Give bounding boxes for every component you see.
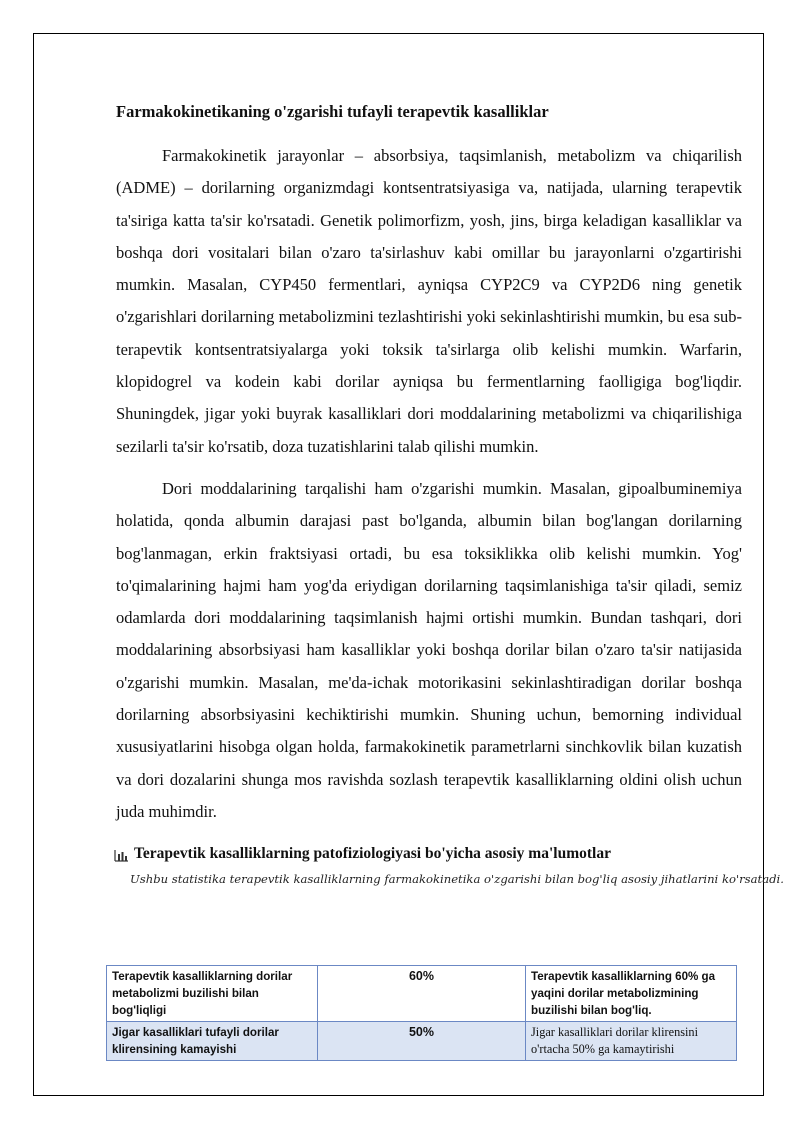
row-value: 50%: [318, 1022, 526, 1061]
row-description: Terapevtik kasalliklarning 60% ga yaqini dorilar metabolizmining buzilishi bilan bog'liq.: [526, 966, 737, 1022]
stats-table: [106, 965, 737, 1061]
stats-title: Terapevtik kasalliklarning patofiziologiyasi bo'yicha asosiy ma'lumotlar: [134, 845, 611, 863]
paragraph-1: Farmakokinetik jarayonlar – absorbsiya, taqsimlanish, metabolizm va chiqarilish (ADME) – dorilarning organizmdagi kontsentratsiyasiga va, natijada, ularning terapevtik ta'siriga katta ta'sir ko'rsatadi. Genetik polimorfizm, yosh, jins, birga keladigan kasalliklar va boshqa dori vositalari bilan o'zaro ta'sirlashuv kabi omillar bu jarayonlarni o'zgartirishi mumkin. Masalan, CYP450 fermentlari, ayniqsa CYP2C9 va CYP2D6 ning genetik o'zgarishlari dorilarning metabolizmini tezlashtirishi yoki sekinlashtirishi mumkin, bu esa sub-terapevtik kontsentratsiyalarga yoki toksik ta'sirlarga olib kelishi mumkin. Warfarin, klopidogrel va kodein kabi dorilar ayniqsa bu fermentlarning faolligiga bog'liqdir. Shuningdek, jigar yoki buyrak kasalliklari dori moddalarining metabolizmi va chiqarilishiga sezilarli ta'sir ko'rsatib, doza tuzatishlarini talab qilishi mumkin.: [116, 146, 742, 456]
row-label: Jigar kasalliklari tufayli dorilar klirensining kamayishi: [107, 1022, 318, 1061]
stats-subtitle: Ushbu statistika terapevtik kasalliklarning farmakokinetika o'zgarishi bilan bog'liq asosiy jihatlarini ko'rsatadi.: [130, 872, 784, 887]
row-description: Jigar kasalliklari dorilar klirensini o'rtacha 50% ga kamaytirishi: [526, 1022, 737, 1061]
stats-heading: [114, 844, 742, 864]
row-label: Terapevtik kasalliklarning dorilar metabolizmi buzilishi bilan bog'liqligi: [107, 966, 318, 1022]
table-row: [107, 966, 737, 1022]
document-body: [116, 96, 784, 888]
bar-chart-icon: [114, 848, 128, 860]
table-row: [107, 1022, 737, 1061]
row-value: 60%: [318, 966, 526, 1022]
section-heading: Farmakokinetikaning o'zgarishi tufayli terapevtik kasalliklar: [116, 102, 549, 121]
paragraph-2: Dori moddalarining tarqalishi ham o'zgarishi mumkin. Masalan, gipoalbuminemiya holatida, qonda albumin darajasi past bo'lganda, albumin bilan bog'langan dorilarning bog'lanmagan, erkin fraktsiyasi ortadi, bu esa toksiklikka olib kelishi mumkin. Yog' to'qimalarining hajmi ham yog'da eriydigan dorilarning taqsimlanishiga ta'sir qiladi, semiz odamlarda dori moddalarining taqsimlanish hajmi ortishi mumkin. Bundan tashqari, dori moddalarining absorbsiyasi ham kasalliklar yoki boshqa dorilar bilan o'zaro ta'sir natijasida o'zgarishi mumkin. Masalan, me'da-ichak motorikasini sekinlashtiradigan dorilar boshqa dorilarning absorbsiyasini kechiktirishi mumkin. Shuning uchun, bemorning individual xususiyatlarini hisobga olgan holda, farmakokinetik parametrlarni sinchkovlik bilan kuzatish va dori dozalarini shunga mos ravishda sozlash terapevtik kasalliklarning oldini olish uchun juda muhimdir.: [116, 478, 742, 821]
